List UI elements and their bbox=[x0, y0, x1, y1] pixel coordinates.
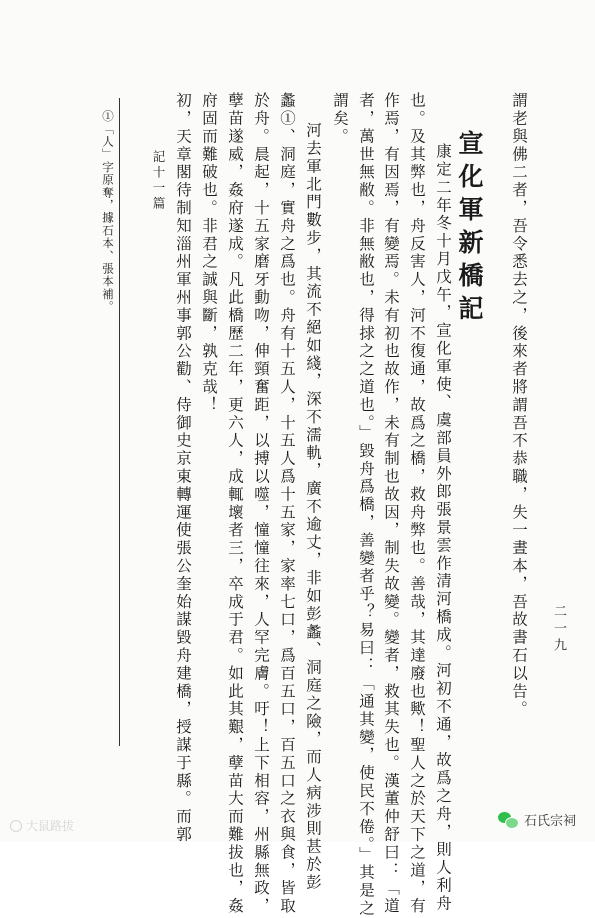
watermark-logo-icon bbox=[10, 820, 22, 832]
text-column-2: 也。及其弊也，舟反害人，河不復通，故爲之橋，救舟弊也。善哉，其達廢也歟！聖人之於天下之道，有 bbox=[408, 92, 426, 916]
watermark-right bbox=[498, 810, 576, 829]
essay-title: 宣化軍新橋記 bbox=[455, 130, 484, 328]
folio-label: 記十一篇 bbox=[151, 150, 166, 212]
text-column-4: 者，萬世無敝。非無敝也，得捄之之道也。」毀舟爲橋，善變者乎？易曰：「通其變，使民不倦。」其是之 bbox=[357, 92, 375, 918]
page-number: 二一九 bbox=[551, 604, 566, 655]
watermark-right-text: 石氏宗祠 bbox=[524, 814, 577, 829]
intro-column: 謂老與佛二者，吾令悉去之，後來者將謂吾不恭職，失一晝本，吾故書石以告。 bbox=[510, 92, 528, 719]
text-column-6: 河去軍北門數步，其流不絕如綫，深不濡軌，廣不逾丈，非如彭蠡、洞庭之險，而人病涉則甚於彭 bbox=[304, 122, 322, 892]
text-column-3: 作焉，有因焉，有變焉。未有初也故作，未有制也故因，制失故變。變者，救其失也。漢董仲舒曰：「道 bbox=[382, 92, 400, 916]
text-column-5: 謂矣。 bbox=[331, 92, 349, 146]
text-column-8: 於舟。晨起，十五家磨牙動吻，伸頸奮距，以搏以噬，憧憧往來，人罕完膚。吁！上下相容，州縣無政， bbox=[252, 92, 270, 916]
text-column-11: 初，天章閣待制知淄州軍州事郭公勸、侍御史京東轉運使張公奎始謀毀舟建橋，授謀于縣。而郭 bbox=[174, 92, 192, 844]
watermark-left-text: 大鼠路拔 bbox=[26, 819, 75, 833]
watermark-left bbox=[10, 817, 74, 834]
text-column-1: 康定二年冬十月戊午，宣化軍使、虞部員外郎張景雲作清河橋成。河初不通，故爲之舟，則人利舟 bbox=[434, 143, 452, 913]
text-column-10: 府固而難破也。非君之誠與斷，孰克哉！ bbox=[200, 92, 218, 415]
text-column-7: 蠡①、洞庭，實舟之爲也。舟有十五人，十五人爲十五家，家率七口，爲百五口，百五口之衣與食，皆取 bbox=[278, 92, 296, 916]
wechat-icon bbox=[498, 811, 518, 828]
text-column-9: 孽苗遂威，姦府遂成。凡此橋歷二年，更六人，成輒壞者三，卒成于君。如此其艱，孽苗大而難拔也，姦 bbox=[226, 92, 244, 916]
footnote: ①「人」字原奪，據石本、張本補。 bbox=[101, 110, 115, 314]
footnote-rule bbox=[119, 98, 120, 746]
